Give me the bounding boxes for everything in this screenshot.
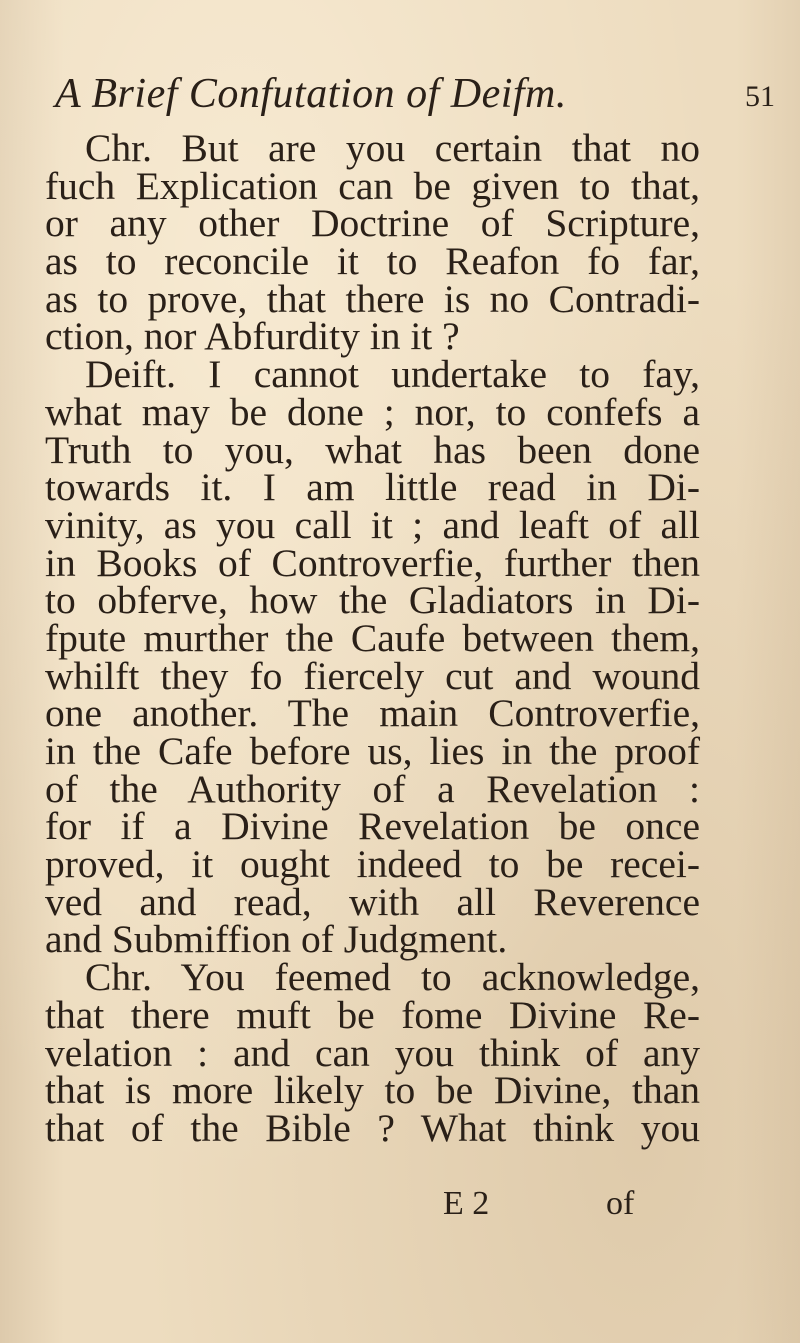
text-line: fpute murther the Caufe between them, [45, 615, 700, 660]
page-number: 51 [745, 80, 775, 113]
running-title: A Brief Confutation of Deifm. [55, 71, 567, 117]
text-line: Deift. I cannot undertake to fay, [85, 352, 700, 397]
body-text [45, 126, 700, 1150]
text-line: or any other Doctrine of Scripture, [45, 201, 700, 246]
catchword: of [606, 1185, 635, 1222]
text-line: as to prove, that there is no Contradi- [45, 276, 700, 321]
text-line: that there muft be fome Divine Re- [45, 992, 700, 1037]
text-line: what may be done ; nor, to confefs a [45, 389, 700, 434]
text-line: Chr. You feemed to acknowledge, [85, 955, 700, 1000]
text-line: to obferve, how the Gladiators in Di- [45, 578, 700, 623]
text-line: Chr. But are you certain that no [85, 126, 700, 170]
text-line: vinity, as you call it ; and leaft of all [45, 502, 700, 547]
text-line: ction, nor Abfurdity in it ? [45, 314, 460, 359]
signature-mark: E 2 [443, 1185, 490, 1222]
text-line: whilft they fo fiercely cut and wound [45, 653, 700, 698]
text-line: towards it. I am little read in Di- [45, 465, 700, 510]
text-line: of the Authority of a Revelation : [45, 766, 700, 811]
text-line: for if a Divine Revelation be once [45, 804, 700, 849]
text-line: in Books of Controverfie, further then [45, 540, 700, 585]
text-line: one another. The main Controverfie, [45, 691, 700, 736]
text-line: proved, it ought indeed to be recei- [45, 842, 700, 887]
text-line: as to reconcile it to Reafon fo far, [45, 239, 700, 284]
text-line: and Submiffion of Judgment. [45, 917, 508, 962]
text-line: fuch Explication can be given to that, [45, 163, 700, 208]
page-header [0, 60, 800, 116]
page-footer [0, 1185, 800, 1225]
text-line: that of the Bible ? What think you [45, 1105, 700, 1150]
text-line: Truth to you, what has been done [45, 427, 700, 472]
text-line: velation : and can you think of any [45, 1030, 700, 1075]
text-line: that is more likely to be Divine, than [45, 1068, 700, 1113]
text-line: in the Cafe before us, lies in the proof [45, 729, 700, 773]
text-line: ved and read, with all Reverence [45, 879, 700, 924]
